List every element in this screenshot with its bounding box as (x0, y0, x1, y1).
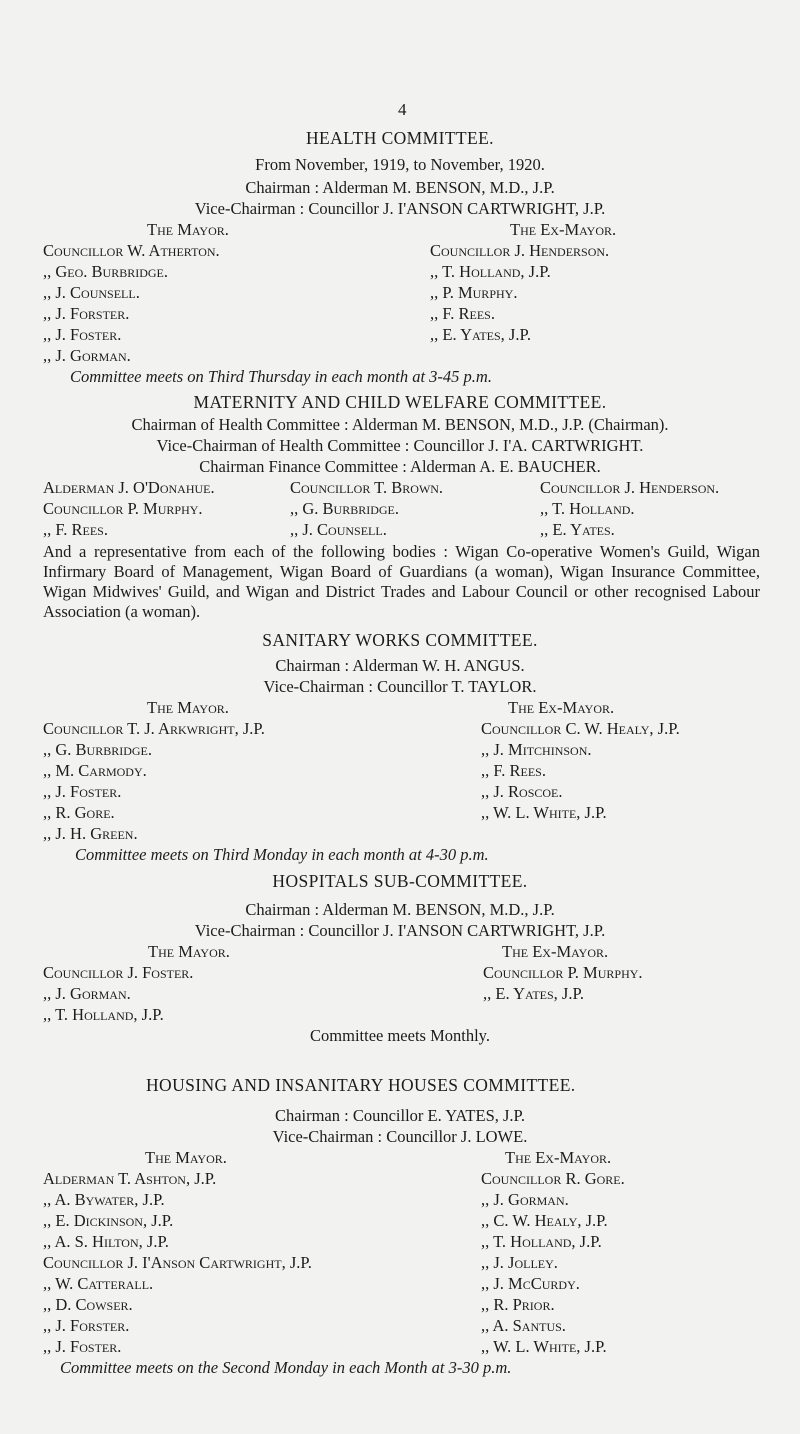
sanitary-member-right: ,, W. L. White, J.P. (481, 803, 607, 822)
sanitary-meets: Committee meets on Third Monday in each month at 4-30 p.m. (75, 845, 489, 864)
health-period: From November, 1919, to November, 1920. (255, 155, 545, 174)
housing-mayor: The Mayor. (145, 1148, 227, 1167)
health-member-right: ,, P. Murphy. (430, 283, 518, 302)
health-member-left: Councillor W. Atherton. (43, 241, 220, 260)
sanitary-member-right: ,, J. Mitchinson. (481, 740, 592, 759)
hospitals-meets: Committee meets Monthly. (310, 1026, 490, 1045)
housing-ex-mayor: The Ex-Mayor. (505, 1148, 612, 1167)
health-member-right: ,, E. Yates, J.P. (430, 325, 531, 344)
hospitals-member-right: ,, E. Yates, J.P. (483, 984, 584, 1003)
housing-member-right: ,, J. McCurdy. (481, 1274, 580, 1293)
housing-meets: Committee meets on the Second Monday in each Month at 3-30 p.m. (60, 1358, 512, 1377)
maternity-title: MATERNITY AND CHILD WELFARE COMMITTEE. (193, 392, 607, 412)
sanitary-member-right: ,, F. Rees. (481, 761, 546, 780)
hospitals-ex-mayor: The Ex-Mayor. (502, 942, 609, 961)
health-mayor: The Mayor. (147, 220, 229, 239)
sanitary-member-left: ,, J. H. Green. (43, 824, 138, 843)
maternity-chairman: Chairman of Health Committee : Alderman M. BENSON, M.D., J.P. (Chairman). (131, 415, 669, 434)
housing-member-left: ,, J. Foster. (43, 1337, 122, 1356)
maternity-member: ,, T. Holland. (540, 499, 635, 518)
housing-member-left: Councillor J. I'Anson Cartwright, J.P. (43, 1253, 312, 1272)
housing-member-right: ,, J. Gorman. (481, 1190, 569, 1209)
sanitary-chairman: Chairman : Alderman W. H. ANGUS. (275, 656, 525, 675)
housing-member-right: ,, A. Santus. (481, 1316, 566, 1335)
maternity-vice-chairman: Vice-Chairman of Health Committee : Councillor J. I'A. CARTWRIGHT. (156, 436, 644, 455)
page-number: 4 (398, 100, 407, 119)
housing-member-left: ,, A. Bywater, J.P. (43, 1190, 165, 1209)
housing-chairman: Chairman : Councillor E. YATES, J.P. (274, 1106, 526, 1125)
housing-member-left: ,, E. Dickinson, J.P. (43, 1211, 174, 1230)
maternity-member: ,, F. Rees. (43, 520, 108, 539)
health-member-right: ,, F. Rees. (430, 304, 495, 323)
housing-member-left: Alderman T. Ashton, J.P. (43, 1169, 217, 1188)
maternity-member: ,, G. Burbridge. (290, 499, 400, 518)
sanitary-member-left: ,, M. Carmody. (43, 761, 147, 780)
hospitals-mayor: The Mayor. (148, 942, 230, 961)
maternity-member: ,, E. Yates. (540, 520, 615, 539)
sanitary-member-left: ,, J. Foster. (43, 782, 122, 801)
housing-member-right: ,, C. W. Healy, J.P. (481, 1211, 608, 1230)
health-title: HEALTH COMMITTEE. (306, 128, 494, 148)
hospitals-member-left: ,, T. Holland, J.P. (43, 1005, 164, 1024)
sanitary-member-right: Councillor C. W. Healy, J.P. (481, 719, 680, 738)
housing-member-right: ,, R. Prior. (481, 1295, 555, 1314)
hospitals-member-right: Councillor P. Murphy. (483, 963, 643, 982)
maternity-member: Councillor P. Murphy. (43, 499, 203, 518)
health-member-right: Councillor J. Henderson. (430, 241, 610, 260)
sanitary-member-left: Councillor T. J. Arkwright, J.P. (43, 719, 265, 738)
housing-member-left: ,, D. Cowser. (43, 1295, 133, 1314)
housing-member-right: Councillor R. Gore. (481, 1169, 625, 1188)
sanitary-mayor: The Mayor. (147, 698, 229, 717)
health-member-left: ,, J. Gorman. (43, 346, 131, 365)
health-member-left: ,, Geo. Burbridge. (43, 262, 169, 281)
maternity-representatives: And a representative from each of the following bodies : Wigan Co-operative Women's Guild, Wigan Infirmary Board of Management, Wigan Board of Guardians (a woman), Wigan Insurance Committee, Wigan Midwives' Guild, and Wigan and District Trades and Labour Council or other recognised Labour Association (a woman). (43, 542, 760, 621)
maternity-finance-chairman: Chairman Finance Committee : Alderman A. E. BAUCHER. (199, 457, 601, 476)
sanitary-vice-chairman: Vice-Chairman : Councillor T. TAYLOR. (263, 677, 537, 696)
health-member-left: ,, J. Forster. (43, 304, 130, 323)
health-meets: Committee meets on Third Thursday in each month at 3-45 p.m. (70, 367, 492, 386)
hospitals-member-left: Councillor J. Foster. (43, 963, 194, 982)
health-member-left: ,, J. Counsell. (43, 283, 140, 302)
health-member-left: ,, J. Foster. (43, 325, 122, 344)
housing-member-left: ,, J. Forster. (43, 1316, 130, 1335)
housing-member-right: ,, J. Jolley. (481, 1253, 558, 1272)
maternity-member: ,, J. Counsell. (290, 520, 387, 539)
health-ex-mayor: The Ex-Mayor. (510, 220, 617, 239)
sanitary-ex-mayor: The Ex-Mayor. (508, 698, 615, 717)
hospitals-chairman: Chairman : Alderman M. BENSON, M.D., J.P. (245, 900, 555, 919)
housing-vice-chairman: Vice-Chairman : Councillor J. LOWE. (272, 1127, 528, 1146)
housing-member-left: ,, A. S. Hilton, J.P. (43, 1232, 169, 1251)
hospitals-member-left: ,, J. Gorman. (43, 984, 131, 1003)
health-chairman: Chairman : Alderman M. BENSON, M.D., J.P. (245, 178, 555, 197)
housing-member-right: ,, T. Holland, J.P. (481, 1232, 602, 1251)
health-member-right: ,, T. Holland, J.P. (430, 262, 551, 281)
sanitary-member-right: ,, J. Roscoe. (481, 782, 563, 801)
sanitary-member-left: ,, G. Burbridge. (43, 740, 153, 759)
housing-member-right: ,, W. L. White, J.P. (481, 1337, 607, 1356)
health-vice-chairman: Vice-Chairman : Councillor J. I'ANSON CARTWRIGHT, J.P. (194, 199, 606, 218)
hospitals-vice-chairman: Vice-Chairman : Councillor J. I'ANSON CARTWRIGHT, J.P. (194, 921, 606, 940)
sanitary-member-left: ,, R. Gore. (43, 803, 115, 822)
hospitals-title: HOSPITALS SUB-COMMITTEE. (272, 871, 528, 891)
maternity-member: Councillor J. Henderson. (540, 478, 720, 497)
sanitary-title: SANITARY WORKS COMMITTEE. (262, 630, 538, 650)
housing-title: HOUSING AND INSANITARY HOUSES COMMITTEE. (146, 1075, 576, 1095)
maternity-member: Alderman J. O'Donahue. (43, 478, 215, 497)
housing-member-left: ,, W. Catterall. (43, 1274, 154, 1293)
maternity-member: Councillor T. Brown. (290, 478, 444, 497)
